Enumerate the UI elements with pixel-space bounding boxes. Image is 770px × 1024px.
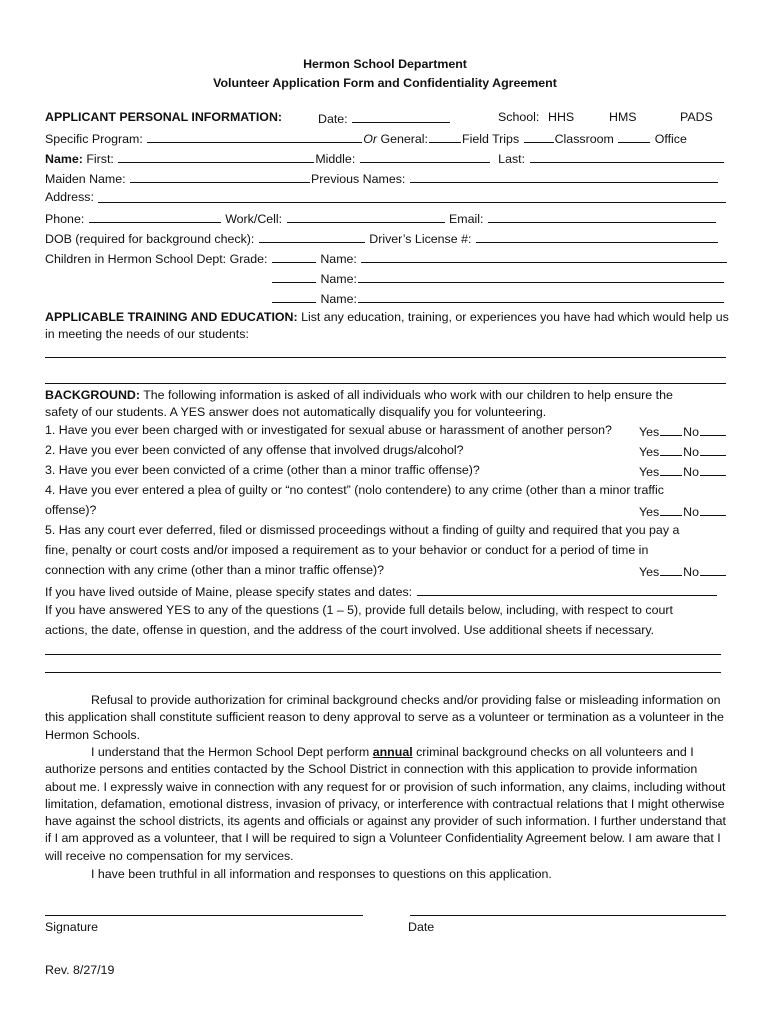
children-row-1 <box>45 251 728 265</box>
dob-input[interactable] <box>259 231 365 243</box>
personal-info-heading: APPLICANT PERSONAL INFORMATION: <box>45 110 283 124</box>
details-answer-line-1[interactable] <box>45 654 721 655</box>
revision-date: Rev. 8/27/19 <box>45 963 115 977</box>
question-3-yes-blank[interactable] <box>660 464 682 476</box>
background-intro-cont: safety of our students. A YES answer does not automatically disqualify you for volunteering. <box>45 405 547 419</box>
training-instructions-cont: in meeting the needs of our students: <box>45 327 249 341</box>
email-input[interactable] <box>488 211 716 223</box>
outside-maine-label: If you have lived outside of Maine, please specify states and dates: <box>45 585 413 599</box>
background-intro: The following information is asked of all individuals who work with our children to help ensure the <box>143 388 673 402</box>
signature-date-line[interactable] <box>410 915 726 916</box>
specific-program-input[interactable] <box>147 131 362 143</box>
training-line-1 <box>45 311 729 323</box>
email-label: Email: <box>449 212 484 226</box>
children-row-2 <box>271 271 725 285</box>
address-label: Address: <box>45 190 94 204</box>
child-1-grade-input[interactable] <box>272 251 316 263</box>
phone-label: Phone: <box>45 212 85 226</box>
phone-input[interactable] <box>89 211 221 223</box>
date-label: Date: <box>318 112 348 126</box>
question-5-yes-no: Yes No <box>639 564 727 578</box>
child-3-grade-input[interactable] <box>272 291 316 303</box>
work-cell-label: Work/Cell: <box>225 212 283 226</box>
question-4-yes-no: Yes No <box>639 504 727 518</box>
question-1-yes-no: Yes No <box>639 424 727 438</box>
details-answer-line-2[interactable] <box>45 672 721 673</box>
work-cell-input[interactable] <box>287 211 445 223</box>
children-grade-label: Children in Hermon School Dept: Grade: <box>45 252 268 266</box>
maiden-name-label: Maiden Name: <box>45 172 126 186</box>
signature-date-label: Date <box>408 920 435 934</box>
question-4-cont: offense)? <box>45 503 97 517</box>
or-label: Or <box>363 132 378 146</box>
dob-row <box>45 231 719 245</box>
question-5-cont-2: connection with any crime (other than a minor traffic offense)? <box>45 563 385 577</box>
previous-names-input[interactable] <box>410 171 718 183</box>
school-label: School: <box>498 110 540 124</box>
child-3-name-label: Name: <box>320 292 357 306</box>
background-heading: BACKGROUND: <box>45 388 140 402</box>
question-5-no-blank[interactable] <box>700 564 726 576</box>
question-1: 1. Have you ever been charged with or investigated for sexual abuse or harassment of another person? <box>45 423 612 437</box>
date-input[interactable] <box>352 111 450 123</box>
question-1-yes-blank[interactable] <box>660 424 682 436</box>
child-1-name-input[interactable] <box>361 251 727 263</box>
form-title-department: Hermon School Department <box>303 57 467 71</box>
question-1-no-blank[interactable] <box>700 424 726 436</box>
school-option-hms[interactable]: HMS <box>609 110 637 124</box>
maiden-row <box>45 171 719 185</box>
first-name-input[interactable] <box>118 151 314 163</box>
form-title: Volunteer Application Form and Confidentiality Agreement <box>213 76 557 90</box>
school-option-hhs[interactable]: HHS <box>548 110 575 124</box>
maiden-name-input[interactable] <box>130 171 310 183</box>
background-line-1 <box>45 389 673 401</box>
last-name-label: Last: <box>498 152 526 166</box>
children-row-3 <box>271 291 725 305</box>
name-label: Name: <box>45 152 83 166</box>
specific-program-row <box>45 131 687 145</box>
training-instructions: List any education, training, or experiences you have had which would help us <box>301 310 729 324</box>
dob-label: DOB (required for background check): <box>45 232 255 246</box>
agreement-paragraph-3: I have been truthful in all information and responses to questions on this application. <box>91 867 552 881</box>
previous-names-label: Previous Names: <box>311 172 406 186</box>
address-input[interactable] <box>98 202 726 203</box>
details-instructions: If you have answered YES to any of the questions (1 – 5), provide full details below, including, with respect to court <box>45 603 673 617</box>
first-name-label: First: <box>86 152 114 166</box>
question-3: 3. Have you ever been convicted of a crime (other than a minor traffic offense)? <box>45 463 480 477</box>
question-3-no-blank[interactable] <box>700 464 726 476</box>
child-2-name-input[interactable] <box>358 271 724 283</box>
child-3-name-input[interactable] <box>358 291 724 303</box>
question-5-cont-1: fine, penalty or court costs and/or imposed a requirement as to your behavior or conduct for a period of time in <box>45 543 649 557</box>
training-heading: APPLICABLE TRAINING AND EDUCATION: <box>45 310 298 324</box>
child-2-name-label: Name: <box>320 272 357 286</box>
question-4-yes-blank[interactable] <box>660 504 682 516</box>
signature-line[interactable] <box>45 915 363 916</box>
question-2-yes-blank[interactable] <box>660 444 682 456</box>
annual-emphasis: annual <box>372 745 413 759</box>
signature-label: Signature <box>45 920 99 934</box>
agreement-paragraph-1: Refusal to provide authorization for criminal background checks and/or providing false or misleading information on this application shall constitute sufficient reason to deny approval to serve as a volunteer or termination as a volunteer in the Hermon Schools. <box>45 693 724 742</box>
date-field-row <box>318 111 451 125</box>
middle-name-input[interactable] <box>360 151 490 163</box>
child-2-grade-input[interactable] <box>272 271 316 283</box>
agreement-paragraph-2: I understand that the Hermon School Dept perform annual criminal background checks on all volunteers and I authorize persons and entities contacted by the School District in connection with this application to provide information about me. I expressly waive in connection with any request for or provision of such information, any claims, including without limitation, defamation, emotional distress, invasion of privacy, or interference with contractual relations that I might otherwise have against the school districts, its agents and officials or against any provider of such information. I further understand that if I am approved as a volunteer, that I will be required to sign a Volunteer Confidentiality Agreement below. I am aware that I will receive no compensation for my services. <box>45 745 726 863</box>
question-4: 4. Have you ever entered a plea of guilty or “no contest” (nolo contendere) to any crime (other than a minor traffic <box>45 483 664 497</box>
specific-program-label: Specific Program: <box>45 132 143 146</box>
middle-name-label: Middle: <box>315 152 356 166</box>
last-name-input[interactable] <box>530 151 724 163</box>
question-2-yes-no: Yes No <box>639 444 727 458</box>
outside-maine-input[interactable] <box>417 584 717 596</box>
question-5: 5. Has any court ever deferred, filed or dismissed proceedings without a finding of guilty and required that you pay a <box>45 523 680 537</box>
name-row <box>45 151 725 165</box>
outside-maine-row <box>45 584 718 598</box>
drivers-license-label: Driver’s License #: <box>369 232 472 246</box>
school-option-pads[interactable]: PADS <box>680 110 713 124</box>
question-5-yes-blank[interactable] <box>660 564 682 576</box>
question-2: 2. Have you ever been convicted of any offense that involved drugs/alcohol? <box>45 443 464 457</box>
details-instructions-cont: actions, the date, offense in question, and the address of the court involved. Use additional sheets if necessary. <box>45 623 655 637</box>
field-trips-label: Field Trips <box>462 132 520 146</box>
classroom-label: Classroom <box>554 132 614 146</box>
office-blank[interactable] <box>618 131 650 143</box>
office-label: Office <box>654 132 687 146</box>
general-label: General: <box>380 132 428 146</box>
field-trips-blank[interactable] <box>429 131 461 143</box>
phone-row <box>45 211 717 225</box>
training-answer-line-2[interactable] <box>45 383 726 384</box>
question-2-no-blank[interactable] <box>700 444 726 456</box>
question-4-no-blank[interactable] <box>700 504 726 516</box>
training-answer-line-1[interactable] <box>45 357 726 358</box>
classroom-blank[interactable] <box>524 131 554 143</box>
drivers-license-input[interactable] <box>476 231 718 243</box>
child-1-name-label: Name: <box>320 252 357 266</box>
question-3-yes-no: Yes No <box>639 464 727 478</box>
